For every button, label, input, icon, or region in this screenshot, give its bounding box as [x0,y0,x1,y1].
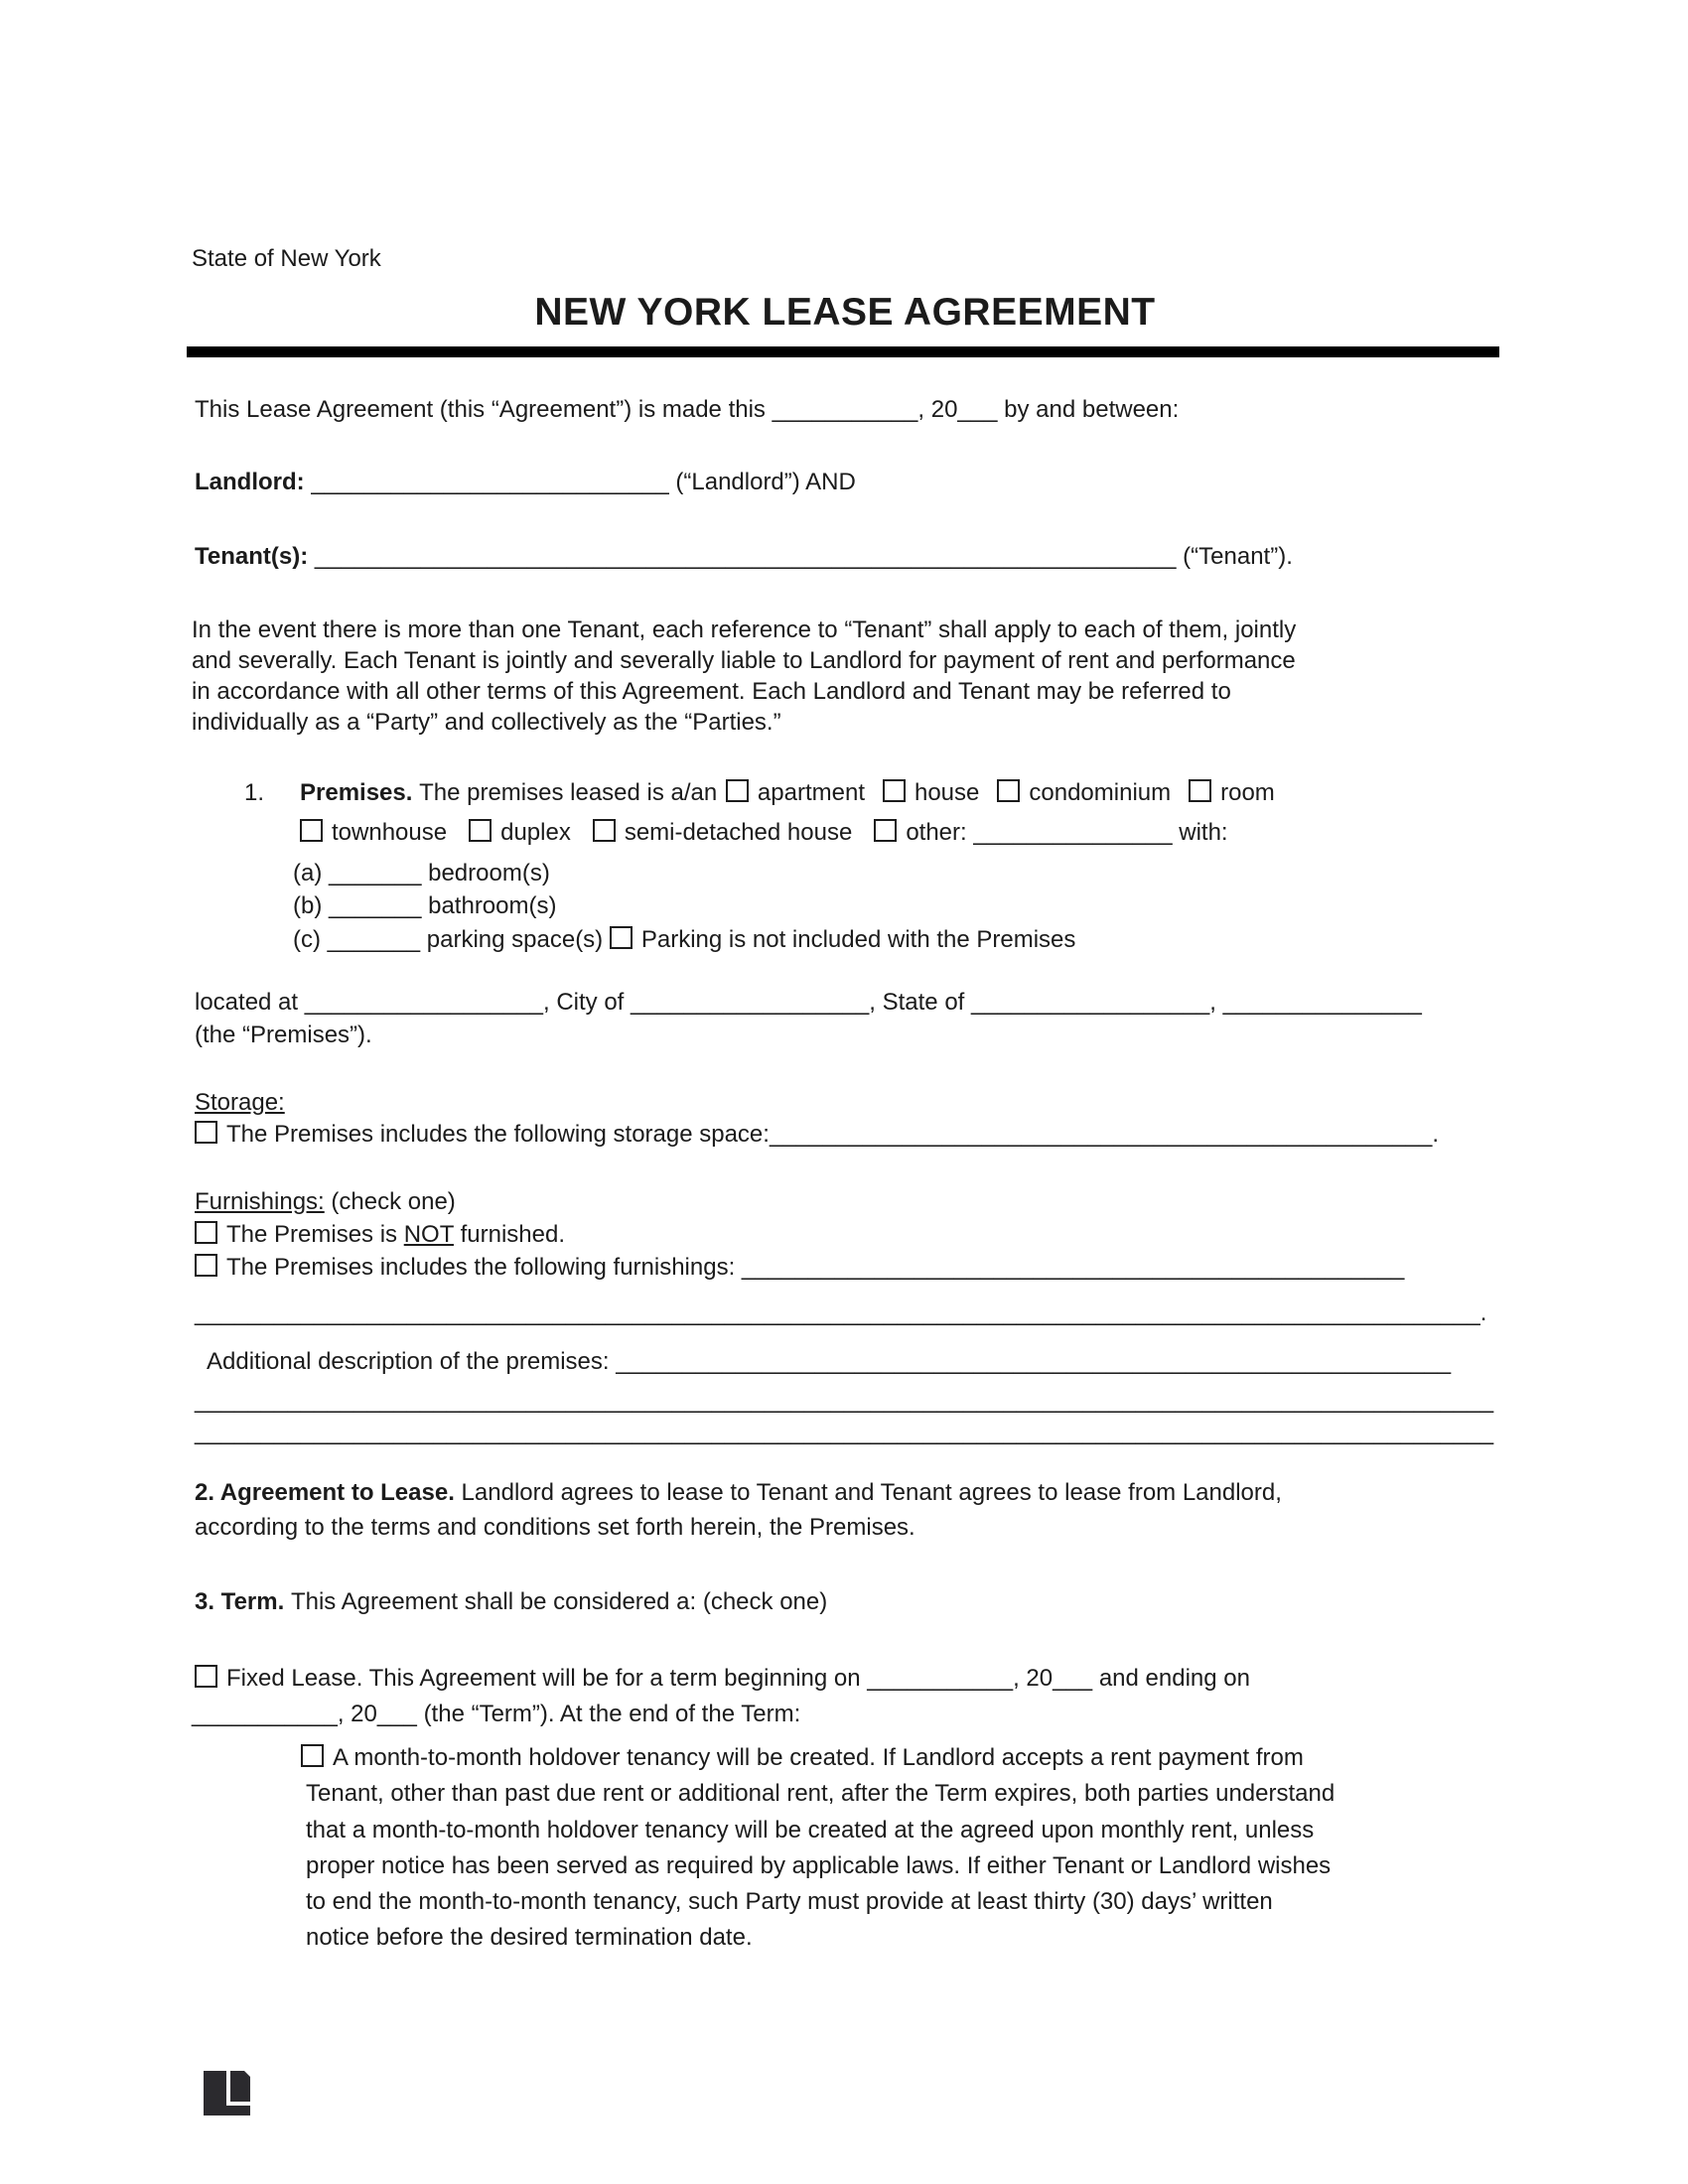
parking-label: parking space(s) [420,926,610,953]
checkbox-duplex[interactable] [469,819,492,842]
checkbox-house[interactable] [883,779,906,802]
blank-other-type[interactable]: _______________ [973,819,1173,846]
blank-additional-description[interactable]: _______________________________________________________________ [616,1348,1452,1375]
blank-additional-description-2[interactable]: __________________________________________________________________________________________________ [195,1387,1494,1414]
joint-paragraph-line: individually as a “Party” and collectively as the “Parties.” [192,709,781,736]
storage-text: The Premises includes the following storage space: [226,1121,770,1148]
landlord-label: Landlord: [195,469,312,495]
fixed-lease-text-1: Fixed Lease. This Agreement will be for a term beginning on ___________, 20___ and ending on [226,1665,1250,1692]
checkbox-townhouse[interactable] [300,819,323,842]
holdover-line-3: that a month-to-month holdover tenancy will be created at the agreed upon monthly rent, unless [306,1817,1315,1843]
blank-bedrooms-count[interactable]: _______ [329,860,422,887]
bedrooms-line [293,859,550,888]
intro-line: This Lease Agreement (this “Agreement”) is made this ___________, 20___ by and between: [195,396,1180,423]
storage-heading [195,1088,285,1118]
blank-parking-count[interactable]: _______ [327,926,421,953]
landlord-line [195,468,856,497]
bathrooms-label: bathroom(s) [421,892,557,919]
storage-heading-text: Storage: [195,1089,285,1116]
tenant-label: Tenant(s): [195,543,315,570]
parking-line [293,925,1075,955]
section2-line-2: according to the terms and conditions set forth herein, the Premises. [195,1514,915,1541]
holdover-line-1 [301,1743,1304,1773]
holdover-line-2: Tenant, other than past due rent or additional rent, after the Term expires, both parties understand [306,1780,1336,1807]
checkbox-month-to-month-holdover[interactable] [301,1744,324,1767]
section3-line [195,1587,827,1617]
blank-furnishings-continuation[interactable]: _________________________________________________________________________________________________. [195,1299,1487,1326]
option-other-label: other: [906,819,974,846]
holdover-line-5: to end the month-to-month tenancy, such Party must provide at least thirty (30) days’ written [306,1888,1273,1915]
premises-lead: The premises leased is a/an [419,779,724,806]
section3-text: This Agreement shall be considered a: (check one) [290,1588,828,1615]
tenant-line [195,542,1293,572]
checkbox-room[interactable] [1189,779,1211,802]
with-label: with: [1172,819,1228,846]
page-title: NEW YORK LEASE AGREEMENT [534,291,1156,334]
located-line: located at __________________, City of __________________, State of __________________, _______________ [195,989,1422,1016]
premises-line-1 [244,778,1291,808]
checkbox-condominium[interactable] [997,779,1020,802]
option-duplex: duplex [500,819,571,846]
holdover-text-1: A month-to-month holdover tenancy will be created. If Landlord accepts a rent payment from [333,1744,1304,1771]
blank-landlord-name[interactable]: ___________________________ [311,469,669,495]
additional-description-line-3 [195,1418,1493,1447]
option-condominium: condominium [1029,779,1172,806]
bedrooms-label: bedroom(s) [421,860,550,887]
fixed-lease-line-2: ___________, 20___ (the “Term”). At the end of the Term: [192,1701,801,1727]
additional-description-line [207,1347,1451,1377]
fixed-lease-line-1 [195,1664,1250,1694]
checkbox-not-furnished[interactable] [195,1221,217,1244]
storage-line [195,1120,1439,1150]
blank-storage-space[interactable]: __________________________________________________. [769,1121,1440,1148]
title-divider [187,346,1499,357]
checkbox-semi-detached-house[interactable] [593,819,616,842]
landlord-after: (“Landlord”) AND [668,469,856,495]
option-house: house [914,779,980,806]
holdover-line-6: notice before the desired termination date. [306,1924,753,1951]
additional-description-line-2 [195,1386,1493,1416]
includes-furnishings-text: The Premises includes the following furnishings: [226,1254,742,1281]
premises-heading: Premises. [300,779,420,806]
premises-number: 1. [244,779,265,806]
section3-heading: 3. Term. [195,1588,291,1615]
section2-line-1 [195,1478,1282,1508]
legaltemplates-logo-icon [204,2071,250,2116]
blank-tenant-names[interactable]: _________________________________________________________________ [314,543,1177,570]
joint-paragraph-line: and severally. Each Tenant is jointly and severally liable to Landlord for payment of rent and performance [192,647,1296,674]
checkbox-fixed-lease[interactable] [195,1665,217,1688]
furnishings-heading [195,1187,456,1217]
joint-paragraph-line: In the event there is more than one Tenant, each reference to “Tenant” shall apply to each of them, jointly [192,616,1297,643]
not-word: NOT [403,1221,454,1248]
item-a-prefix: (a) [293,860,329,887]
blank-additional-description-3[interactable]: __________________________________________________________________________________________________ [195,1419,1494,1445]
joint-paragraph-line: in accordance with all other terms of this Agreement. Each Landlord and Tenant may be referred to [192,678,1231,705]
parking-not-included-label: Parking is not included with the Premises [640,926,1076,953]
checkbox-parking-not-included[interactable] [610,926,633,949]
tenant-after: (“Tenant”). [1176,543,1293,570]
checkbox-apartment[interactable] [726,779,749,802]
blank-furnishings-list[interactable]: __________________________________________________ [741,1254,1405,1281]
section2-heading: 2. Agreement to Lease. [195,1479,462,1506]
not-furnished-pre: The Premises is [226,1221,404,1248]
premises-tail: (the “Premises”). [195,1022,372,1048]
furnishings-heading-text: Furnishings: [195,1188,325,1215]
furnishings-continuation-line [195,1298,1486,1328]
option-townhouse: townhouse [332,819,448,846]
checkbox-includes-furnishings[interactable] [195,1254,217,1277]
not-furnished-post: furnished. [453,1221,566,1248]
section2-text-1: Landlord agrees to lease to Tenant and Tenant agrees to lease from Landlord, [461,1479,1282,1506]
holdover-line-4: proper notice has been served as required by applicable laws. If either Tenant or Landlord wishes [306,1852,1332,1879]
state-label: State of New York [192,245,381,272]
additional-description-label: Additional description of the premises: [207,1348,617,1375]
not-furnished-line [195,1220,565,1250]
option-semi-detached-house: semi-detached house [624,819,853,846]
option-apartment: apartment [757,779,865,806]
checkbox-other[interactable] [874,819,897,842]
blank-bathrooms-count[interactable]: _______ [329,892,422,919]
includes-furnishings-line [195,1253,1404,1283]
premises-line-2 [300,818,1228,848]
furnishings-heading-suffix: (check one) [324,1188,456,1215]
item-c-prefix: (c) [293,926,328,953]
checkbox-storage-space[interactable] [195,1121,217,1144]
item-b-prefix: (b) [293,892,329,919]
bathrooms-line [293,891,556,921]
option-room: room [1220,779,1275,806]
